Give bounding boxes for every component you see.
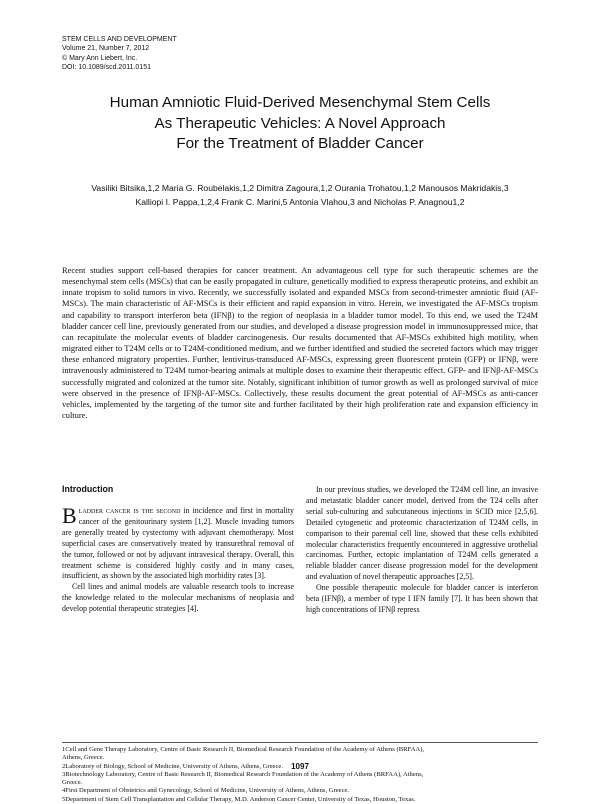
intro-right-column — [306, 485, 538, 616]
footnote-divider — [62, 742, 538, 743]
affiliation-footnotes — [62, 746, 538, 804]
journal-volume: Volume 21, Number 7, 2012 — [62, 45, 150, 53]
intro-paragraph-1 — [62, 503, 295, 582]
intro-paragraph-2: Cell lines and animal models are valuable research tools to increase the knowledge related to the molecular mechanisms of neoplasia and develop potential therapeutic strategies [4]. — [62, 582, 294, 614]
page-number: 1097 — [291, 762, 309, 771]
article-title — [40, 93, 560, 155]
authors-line-1: Vasiliki Bitsika,1,2 Maria G. Roubelakis,1,2 Dimitra Zagoura,1,2 Ourania Trohatou,1,2 Manousos Makridakis,3 — [91, 183, 509, 193]
journal-copyright: © Mary Ann Liebert, Inc. — [62, 54, 138, 62]
footnote-4: 4First Department of Obstetrics and Gynecology, School of Medicine, University of Athens, Athens, Greece. — [62, 787, 350, 795]
title-line-3: For the Treatment of Bladder Cancer — [176, 135, 424, 152]
introduction-heading: Introduction — [62, 484, 114, 494]
authors-line-2: Kalliopi I. Pappa,1,2,4 Frank C. Marini,5 Antonia Vlahou,3 and Nicholas P. Anagnou1,2 — [135, 197, 465, 207]
author-list — [48, 181, 552, 209]
journal-header — [62, 35, 177, 72]
intro-left-column — [62, 503, 295, 615]
footnote-3b: Greece. — [62, 779, 83, 787]
footnote-3a: 3Biotechnology Laboratory, Centre of Basic Research II, Biomedical Research Foundation of the Academy of Athens (BRFAA), Athens, — [62, 770, 424, 778]
title-line-1: Human Amniotic Fluid-Derived Mesenchymal Stem Cells — [109, 94, 491, 111]
intro-paragraph-1-text: in incidence and first in mortality cancer of the genitourinary system [1,2]. Muscle invading tumors are generally treated by cystectomy with adjuvant chemotherapy. Most superficial cases are conservatively treated by transurethral removal of the tumor, followed or not by adjuvant intravesical therapy. Overall, this treatment scheme is considered highly costly and in many cases, insufficient, as shown by the associated high morbidity rates [3]. — [62, 506, 295, 581]
footnote-1b: Athens, Greece. — [62, 754, 105, 762]
intro-paragraph-4: One possible therapeutic molecule for bladder cancer is interferon beta (IFNβ), a member of type I IFN family [7]. It has been shown that high concentrations of IFNβ repress — [306, 583, 538, 614]
intro-paragraph-3: In our previous studies, we developed the T24M cell line, an invasive and metastatic bladder cancer model, derived from the T24 cells after serial sub-culturing and subcutaneous injections in SCID mice [2,5,6]. Detailed cytogenetic and proteomic characterization of T24M cells, in comparison to their parental cell line, showed that these cells exhibited molecular characteristics frequently encountered in aggressive urothelial carcinomas. Further, ectopic implantation of T24M cells generated a reliable bladder cancer disease progression model for the development and evaluation of novel therapeutic approaches [2,5]. — [306, 485, 538, 582]
footnote-2: 2Laboratory of Biology, School of Medicine, University of Athens, Athens, Greece. — [62, 762, 283, 770]
abstract: Recent studies support cell-based therapies for cancer treatment. An advantageous cell type for such therapeutic schemes are the mesenchymal stem cells (MSCs) that can be easily propagated in culture, genetically modified to express therapeutic proteins, and exhibit an innate tropism to solid tumors in vivo. Recently, we successfully isolated and expanded MSCs from second-trimester amniotic fluid (AF-MSCs). The main characteristic of AF-MSCs is their efficient and rapid expansion in vitro. Herein, we investigated the AF-MSCs tropism and capability to transport interferon beta (IFNβ) to the region of neoplasia in a bladder tumor model. To this end, we used the T24M bladder cancer cell line, previously generated from our studies, and developed a disease progression model in immunosuppressed mice, that can recapitulate the molecular events of bladder carcinogenesis. Our results documented that AF-MSCs exhibited high motility, when migrated either to T24M cells or to T24M-conditioned medium, and we further identified and studied the secreted factors which may trigger these enhanced migratory properties. Further, lentivirus-transduced AF-MSCs, expressing green fluorescent protein (GFP) or IFNβ, were intravenously administered to T24M tumor-bearing animals at multiple doses to examine their therapeutic effect. GFP- and IFNβ-AF-MSCs successfully migrated and colonized at the tumor site. Notably, significant inhibition of tumor growth as well as prolonged survival of mice were observed in the presence of IFNβ-AF-MSCs. Collectively, these results document the great potential of AF-MSCs as anti-cancer vehicles, implemented by the targeting of the tumor site and further facilitated by their high proliferation rate and expansion efficiency in culture. — [62, 265, 538, 421]
drop-cap: B — [62, 503, 77, 528]
title-line-2: As Therapeutic Vehicles: A Novel Approach — [154, 114, 446, 132]
footnote-1a: 1Cell and Gene Therapy Laboratory, Centre of Basic Research II, Biomedical Research Foundation of the Academy of Athens (BRFAA), — [62, 746, 425, 753]
intro-lead-smallcaps: ladder cancer is the second — [78, 506, 181, 515]
footnote-5: 5Department of Stem Cell Transplantation and Cellular Therapy, M.D. Anderson Cancer Center, University of Texas, Houston, Texas. — [62, 795, 416, 803]
journal-doi: DOI: 10.1089/scd.2011.0151 — [62, 63, 151, 71]
journal-name: STEM CELLS AND DEVELOPMENT — [62, 36, 177, 43]
